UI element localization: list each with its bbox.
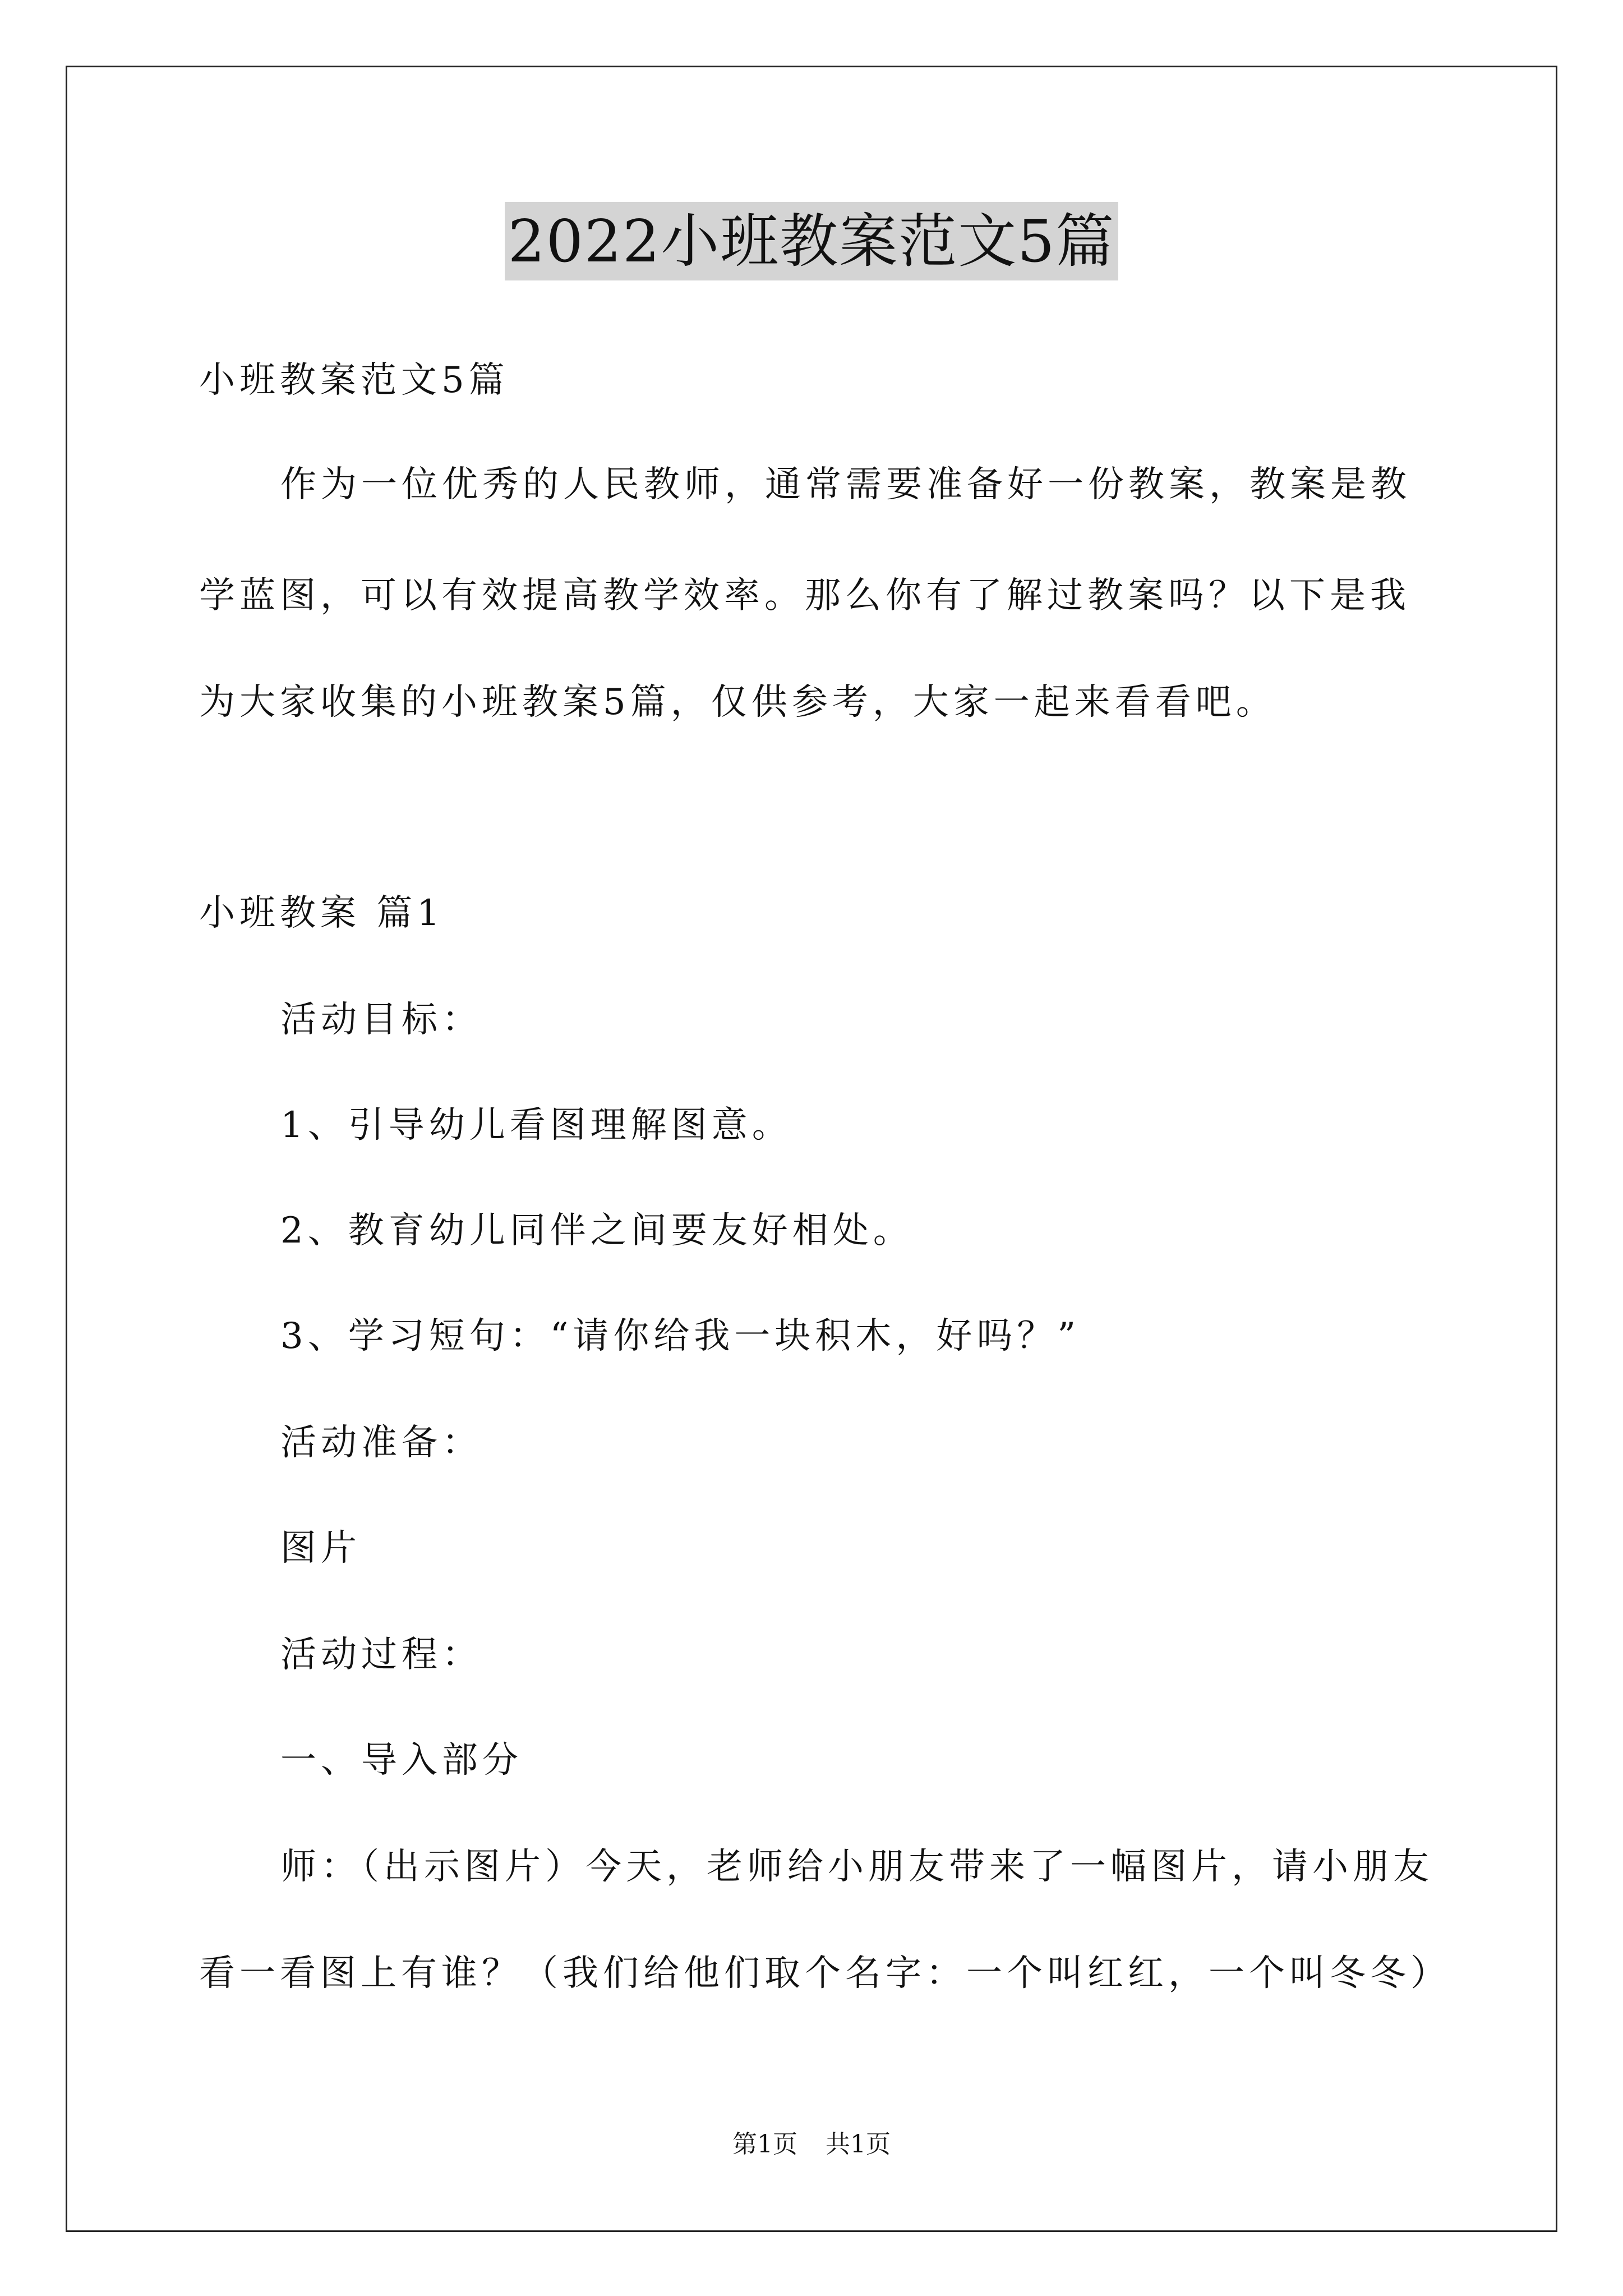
intro-line-2: 学蓝图，可以有效提高教学效率。那么你有了解过教案吗？以下是我	[199, 575, 1410, 616]
teacher-line-1: 师：（出示图片）今天，老师给小朋友带来了一幅图片，请小朋友	[280, 1846, 1433, 1888]
title-container	[0, 202, 1623, 280]
teacher-line-2: 看一看图上有谁？（我们给他们取个名字：一个叫红红，一个叫冬冬）	[199, 1953, 1451, 1994]
page-number-current: 第1页	[732, 2130, 797, 2159]
goal-item-3: 3、学习短句：“请你给我一块积木，好吗？”	[280, 1315, 1081, 1357]
page-number-total: 共1页	[826, 2130, 891, 2159]
activity-goal-heading: 活动目标：	[280, 999, 482, 1041]
activity-process-heading: 活动过程：	[280, 1634, 482, 1676]
part-one-heading: 一、导入部分	[280, 1740, 523, 1781]
goal-item-1: 1、引导幼儿看图理解图意。	[280, 1105, 792, 1146]
prep-item: 图片	[280, 1527, 361, 1569]
activity-prep-heading: 活动准备：	[280, 1422, 482, 1464]
document-title: 2022小班教案范文5篇	[505, 202, 1119, 280]
document-subtitle: 小班教案范文5篇	[199, 360, 509, 401]
goal-item-2: 2、教育幼儿同伴之间要友好相处。	[280, 1210, 914, 1251]
page-footer	[0, 2129, 1623, 2160]
intro-line-1: 作为一位优秀的人民教师，通常需要准备好一份教案，教案是教	[280, 464, 1411, 505]
section-heading: 小班教案 篇1	[199, 892, 445, 934]
intro-line-3: 为大家收集的小班教案5篇，仅供参考，大家一起来看看吧。	[199, 682, 1276, 723]
